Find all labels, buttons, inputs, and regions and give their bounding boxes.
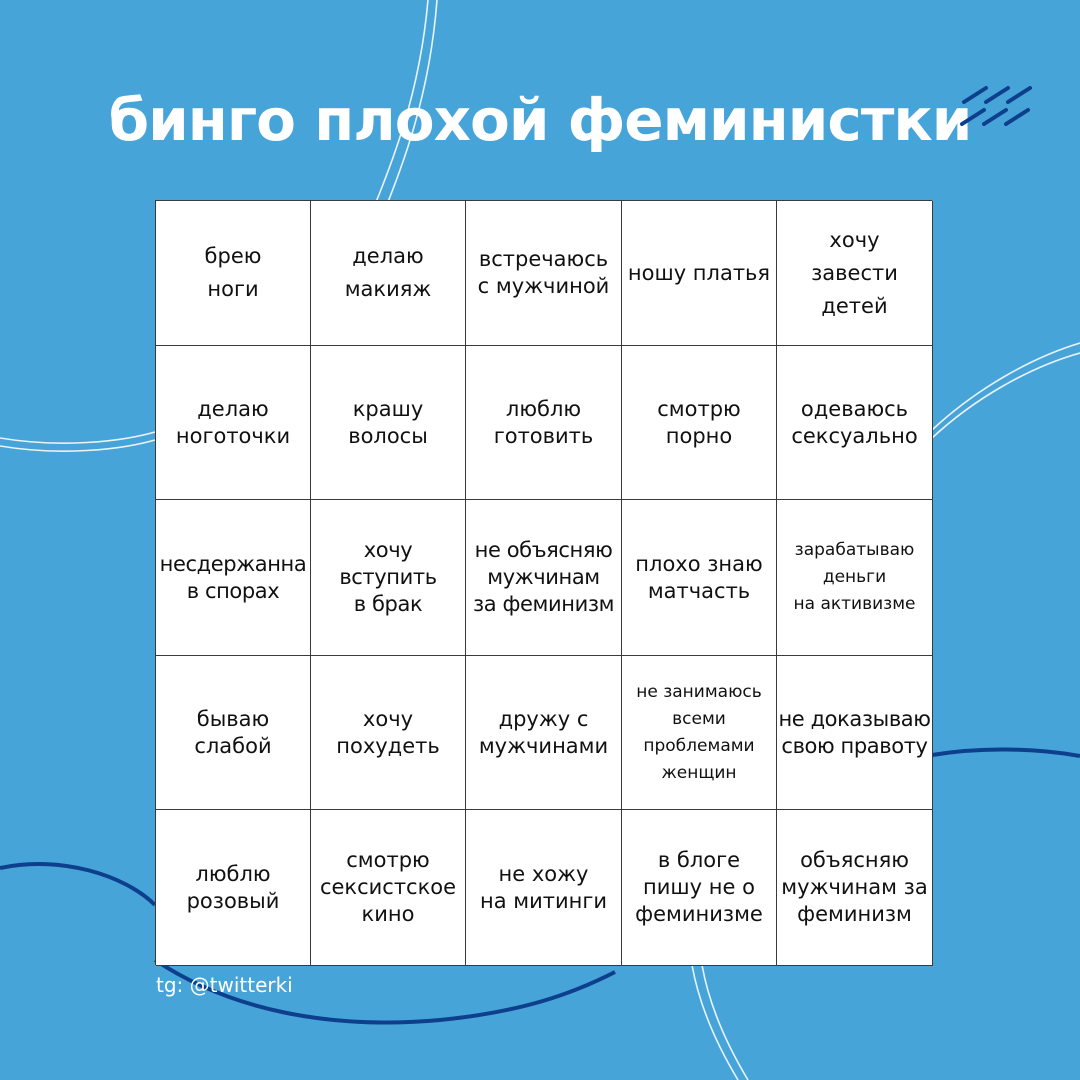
bingo-cell[interactable]: одеваюсь сексуально [777,346,933,500]
bingo-cell[interactable]: делаю макияж [311,201,466,346]
bingo-cell[interactable]: плохо знаю матчасть [622,500,777,656]
bingo-cell[interactable]: хочу похудеть [311,656,466,810]
bingo-cell[interactable]: ношу платья [622,201,777,346]
footer-handle: tg: @twitterki [156,973,293,997]
bingo-cell[interactable]: встречаюсь с мужчиной [466,201,622,346]
bingo-cell[interactable]: не доказываю свою правоту [777,656,933,810]
bingo-grid [155,200,932,965]
page-title: бинго плохой феминистки [108,86,972,154]
bingo-cell[interactable]: смотрю порно [622,346,777,500]
bingo-cell[interactable]: люблю готовить [466,346,622,500]
bingo-cell[interactable]: бываю слабой [156,656,311,810]
bingo-cell[interactable]: несдержанна в спорах [156,500,311,656]
bingo-cell[interactable]: не занимаюсь всеми проблемами женщин [622,656,777,810]
bingo-cell[interactable]: объясняю мужчинам за феминизм [777,810,933,966]
bingo-cell[interactable]: брею ноги [156,201,311,346]
bingo-cell[interactable]: в блоге пишу не о феминизме [622,810,777,966]
bingo-cell[interactable]: крашу волосы [311,346,466,500]
bingo-cell[interactable]: смотрю сексистское кино [311,810,466,966]
bingo-cell[interactable]: дружу с мужчинами [466,656,622,810]
bingo-cell[interactable]: зарабатываю деньги на активизме [777,500,933,656]
bingo-cell[interactable]: делаю ноготочки [156,346,311,500]
diagonal-hatch-icon [958,86,1034,128]
bingo-cell[interactable]: не хожу на митинги [466,810,622,966]
bingo-cell[interactable]: хочу завести детей [777,201,933,346]
bingo-cell[interactable]: не объясняю мужчинам за феминизм [466,500,622,656]
bingo-cell[interactable]: люблю розовый [156,810,311,966]
bingo-cell[interactable]: хочу вступить в брак [311,500,466,656]
